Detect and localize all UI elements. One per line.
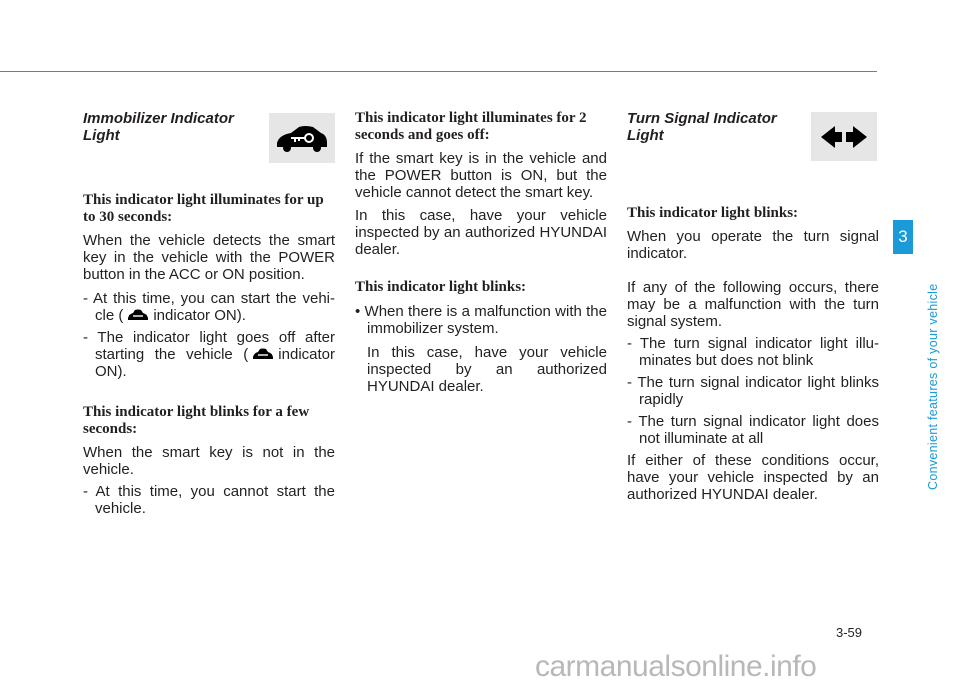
dash-text: - The indicator light goes off after starting the vehicle ( <box>83 329 335 363</box>
column-turn-signal <box>627 110 879 503</box>
paragraph: When the vehicle detects the smart key in the vehicle with the POWER button in the ACC or ON position. <box>83 232 335 283</box>
paragraph: If any of the following occurs, there may be a malfunction with the turn signal system. <box>627 279 879 330</box>
dash-item: - At this time, you cannot start the vehicle. <box>83 483 335 517</box>
dash-item <box>83 329 335 380</box>
heading-illuminate-30: This indicator light illuminates for up to 30 seconds: <box>83 192 324 225</box>
column-immobilizer <box>83 110 335 517</box>
heading-illuminate-2: This indicator light illuminates for 2 seconds and goes off: <box>355 110 587 143</box>
car-key-icon <box>269 113 335 163</box>
chapter-title-text: Convenient features of your vehicle <box>926 283 940 490</box>
dash-item: - The turn signal indicator light blinks rapidly <box>627 374 879 408</box>
car-icon <box>126 307 150 323</box>
paragraph: In this case, have your vehicle inspected by an authorized HYUNDAI dealer. <box>355 207 607 258</box>
paragraph: When you operate the turn signal indicator. <box>627 228 879 262</box>
page-number: 3-59 <box>836 625 863 640</box>
heading-blinks-turn: This indicator light blinks: <box>627 205 799 221</box>
watermark: carmanualsonline.info <box>535 650 817 683</box>
turn-icon-box <box>811 112 877 161</box>
dash-text: indicator ON). <box>153 307 246 324</box>
dash-item: - The turn signal indicator light does not illuminate at all <box>627 413 879 447</box>
paragraph: If the smart key is in the vehicle and the POWER button is ON, but the vehicle cannot detect the smart key. <box>355 150 607 201</box>
chapter-title <box>914 260 940 500</box>
dash-item: - The turn signal indicator light illu-minates but does not blink <box>627 335 879 369</box>
header-rule <box>0 71 877 72</box>
dash-item <box>83 290 335 324</box>
heading-blinks-few: This indicator light blinks for a few seconds: <box>83 404 310 437</box>
car-icon <box>251 346 275 362</box>
heading-blinks: This indicator light blinks: <box>355 279 527 295</box>
dash-text: indicator ON). <box>95 346 335 380</box>
column-smartkey <box>355 110 607 395</box>
chapter-tab: 3 <box>893 220 913 254</box>
paragraph: If either of these conditions occur, have your vehicle inspected by an authorized HYUNDAI dealer. <box>627 452 879 503</box>
section-title-immobilizer: Immobilizer Indicator Light <box>83 110 234 144</box>
section-title-turn-signal: Turn Signal Indicator Light <box>627 110 777 144</box>
paragraph: In this case, have your vehicle inspected by an authorized HYUNDAI dealer. <box>367 344 607 395</box>
immobilizer-icon-box <box>269 113 335 163</box>
bullet-item: • When there is a malfunction with the immobilizer system. <box>355 303 607 337</box>
turn-arrows-icon <box>811 112 877 161</box>
paragraph: When the smart key is not in the vehicle. <box>83 444 335 478</box>
dash-text: - At this time, you can start the vehi-cle ( <box>83 290 335 324</box>
